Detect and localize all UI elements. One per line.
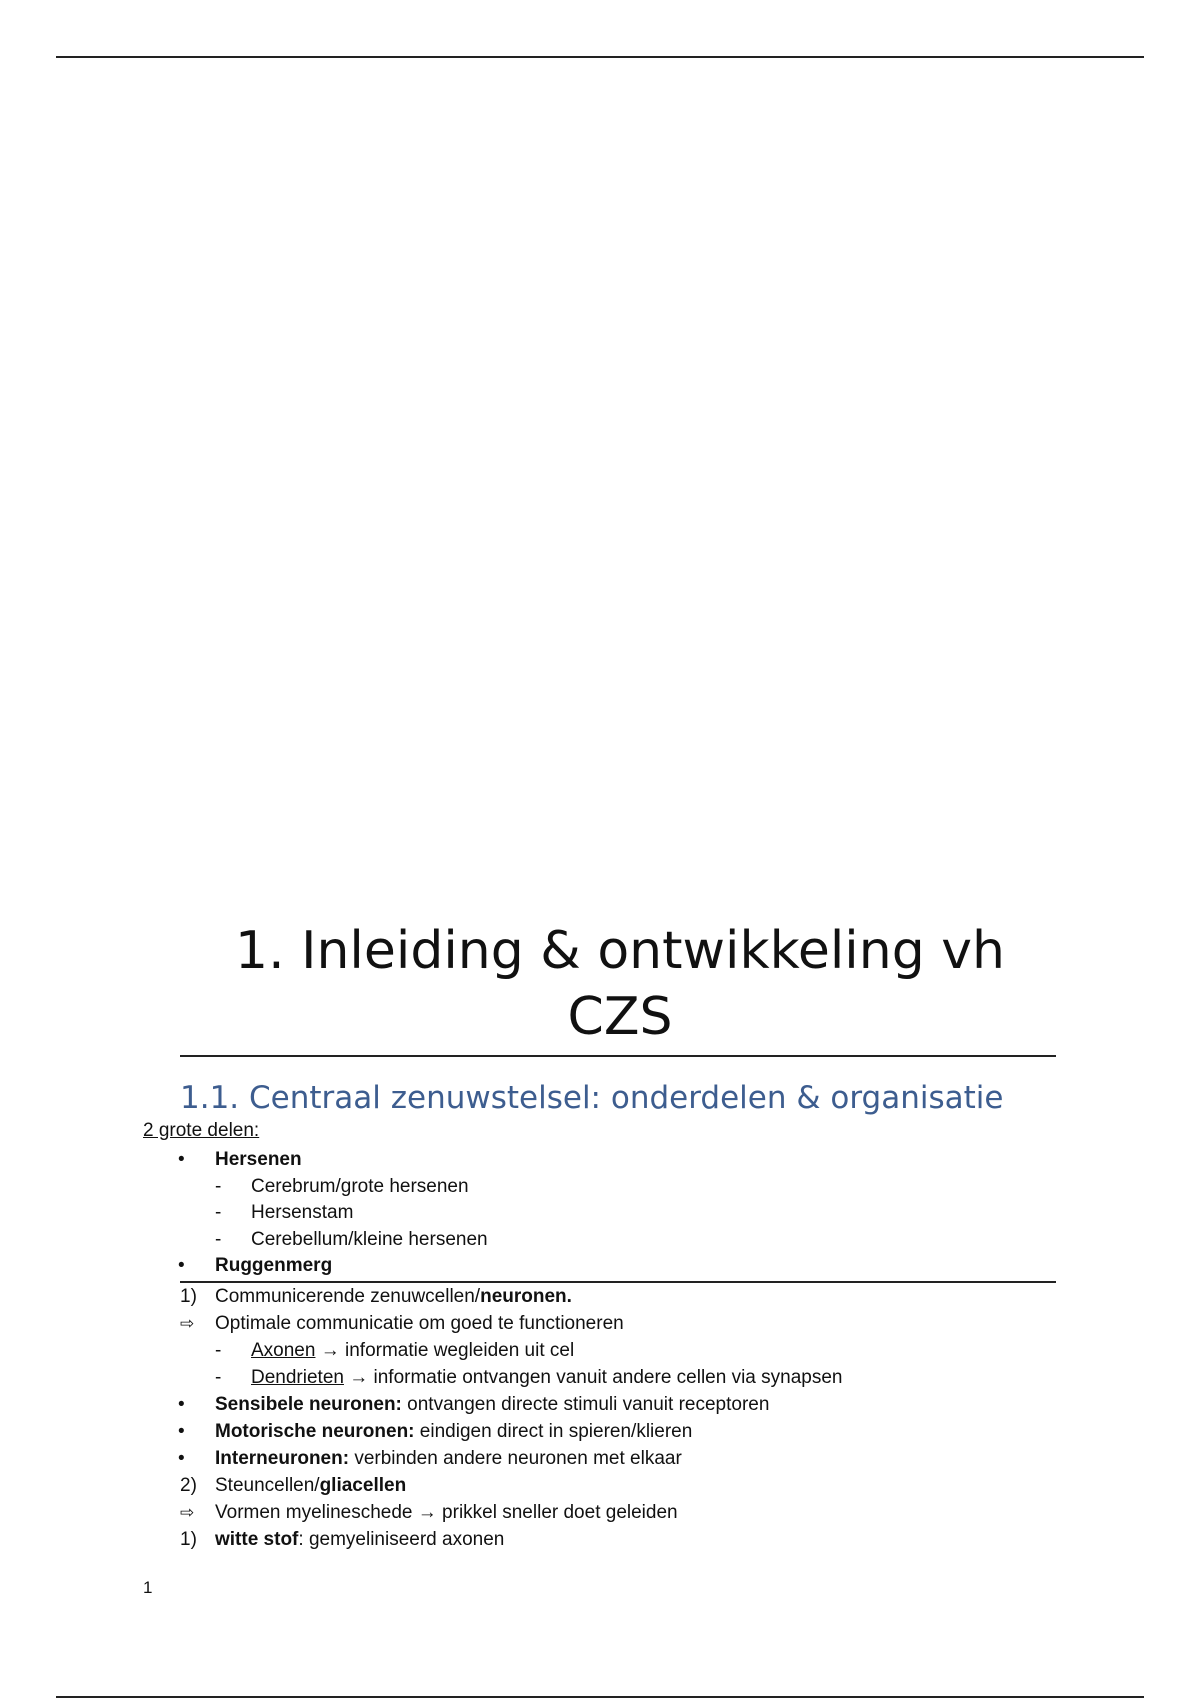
list-item-dendrieten [251, 1366, 842, 1390]
text-run-bold: gliacellen [319, 1475, 407, 1496]
text-run: Steuncellen/ [215, 1475, 320, 1496]
bullet-marker: • [178, 1394, 185, 1415]
list-item-hersenen: Hersenen [215, 1149, 302, 1170]
list-item-hersenstam: Hersenstam [251, 1202, 354, 1223]
text-run: Vormen myelineschede [215, 1502, 418, 1523]
arrow-icon: → [349, 1367, 369, 1388]
list-item-gliacellen [215, 1474, 406, 1498]
list-item-interneuronen [215, 1447, 682, 1471]
list-item-sensibele-neuronen [215, 1393, 769, 1417]
number-marker: 2) [180, 1475, 197, 1496]
subheading: 2 grote delen: [143, 1120, 260, 1141]
dash-marker: - [215, 1229, 222, 1250]
dash-marker: - [215, 1367, 222, 1388]
dash-marker: - [215, 1340, 222, 1361]
text-run-bold: neuronen. [480, 1286, 572, 1307]
list-item-myelineschede [215, 1501, 678, 1525]
list-item-witte-stof [215, 1528, 504, 1552]
list-item-cerebrum: Cerebrum/grote hersenen [251, 1176, 469, 1197]
arrow-icon: → [320, 1340, 340, 1361]
number-marker: 1) [180, 1529, 197, 1550]
bullet-marker: • [178, 1149, 185, 1170]
list-item-cerebellum: Cerebellum/kleine hersenen [251, 1229, 488, 1250]
term-dendrieten: Dendrieten [251, 1367, 344, 1388]
text-run: eindigen direct in spieren/klieren [414, 1421, 693, 1442]
dash-marker: - [215, 1202, 222, 1223]
list-item-axonen [251, 1339, 574, 1363]
bullet-marker: • [178, 1448, 185, 1469]
text-run: : gemyeliniseerd axonen [298, 1529, 505, 1550]
list-item-ruggenmerg: Ruggenmerg [215, 1255, 333, 1276]
text-run: informatie ontvangen vanuit andere cellen via synapsen [368, 1367, 843, 1388]
text-run: ontvangen directe stimuli vanuit receptoren [401, 1394, 770, 1415]
bullet-marker: • [178, 1421, 185, 1442]
text-run: informatie wegleiden uit cel [339, 1340, 575, 1361]
page-bottom-rule [56, 1696, 1144, 1698]
arrow-icon: → [417, 1502, 437, 1523]
separator-rule [180, 1281, 1056, 1283]
chapter-title: 1. Inleiding & ontwikkeling vh CZS [235, 921, 1005, 1047]
list-item-motorische-neuronen [215, 1420, 692, 1444]
term-axonen: Axonen [251, 1340, 316, 1361]
page-top-rule [56, 56, 1144, 58]
bullet-marker: • [178, 1255, 185, 1276]
hollow-arrow-icon: ⇨ [180, 1503, 195, 1522]
dash-marker: - [215, 1176, 222, 1197]
term-bold: Sensibele neuronen: [215, 1394, 402, 1415]
section-title: 1.1. Centraal zenuwstelsel: onderdelen & organisatie [180, 1080, 1004, 1116]
term-bold: Interneuronen: [215, 1448, 350, 1469]
page-number: 1 [143, 1578, 153, 1597]
text-run: Communicerende zenuwcellen/ [215, 1286, 481, 1307]
text-run: verbinden andere neuronen met elkaar [349, 1448, 682, 1469]
hollow-arrow-icon: ⇨ [180, 1314, 195, 1333]
title-underline [180, 1055, 1056, 1057]
list-item-communicatie: Optimale communicatie om goed te functioneren [215, 1313, 624, 1334]
text-run: prikkel sneller doet geleiden [436, 1502, 678, 1523]
list-item-neuronen [215, 1285, 572, 1309]
term-bold: Motorische neuronen: [215, 1421, 415, 1442]
number-marker: 1) [180, 1286, 197, 1307]
term-bold: witte stof [215, 1529, 299, 1550]
